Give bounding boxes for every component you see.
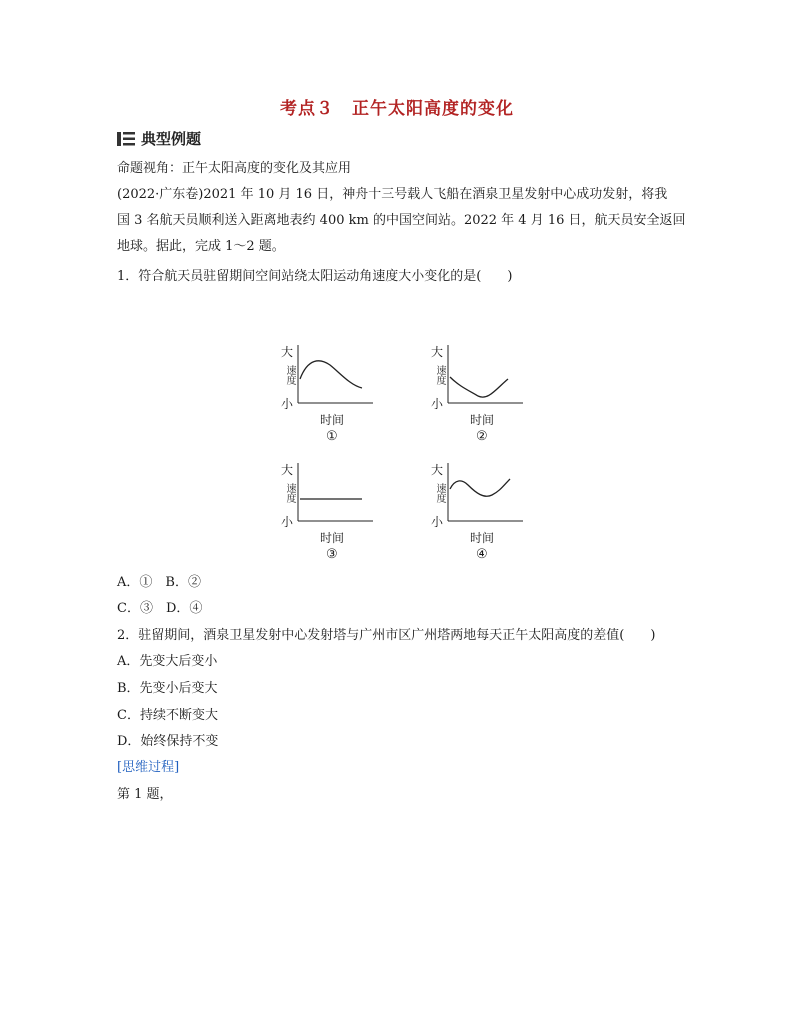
question-1-options-cd: C．③ D．④	[117, 601, 203, 616]
graph-3-y-label: 速度	[284, 483, 295, 503]
graph-2-y-top: 大	[431, 345, 444, 359]
graph-4-axes	[428, 461, 538, 561]
graph-3-y-bottom: 小	[281, 515, 294, 529]
passage-line-1: (2022·广东卷)2021 年 10 月 16 日，神舟十三号载人飞船在酒泉卫星发射中心成功发射，将我	[117, 187, 668, 202]
question-1-options-ab: A．① B．②	[117, 575, 201, 590]
graph-3	[278, 461, 388, 561]
section-label: 典型例题	[141, 130, 202, 148]
question-1-stem: 1．符合航天员驻留期间空间站绕太阳运动角速度大小变化的是( )	[117, 269, 513, 284]
graph-4-y-label: 速度	[434, 483, 445, 503]
graph-1-y-top: 大	[281, 345, 294, 359]
graph-4-y-top: 大	[431, 463, 444, 477]
graph-4-id: ④	[476, 547, 488, 562]
question-2-option-d: D．始终保持不变	[117, 734, 219, 749]
graph-2-x-label: 时间	[470, 413, 495, 427]
graph-2-axes	[428, 343, 538, 443]
thinking-process-label: [思维过程]	[117, 760, 180, 775]
graph-1-y-bottom: 小	[281, 397, 294, 411]
graph-1-axes	[278, 343, 388, 443]
graph-2-y-bottom: 小	[431, 397, 444, 411]
graph-4	[428, 461, 538, 561]
graph-1	[278, 343, 388, 443]
graph-4-y-bottom: 小	[431, 515, 444, 529]
graph-3-y-top: 大	[281, 463, 294, 477]
graph-2-y-label: 速度	[434, 365, 445, 385]
section-heading	[117, 128, 201, 149]
passage-line-3: 地球。据此，完成 1～2 题。	[117, 239, 285, 254]
graph-2	[428, 343, 538, 443]
graph-1-x-label: 时间	[320, 413, 345, 427]
page-title: 考点３ 正午太阳高度的变化	[280, 99, 514, 119]
graph-3-id: ③	[326, 547, 338, 562]
question-1-explanation-label: 第 1 题，	[117, 787, 173, 802]
graph-4-x-label: 时间	[470, 531, 495, 545]
graph-1-curve	[300, 361, 362, 388]
question-2-option-a: A．先变大后变小	[117, 654, 218, 669]
graph-4-curve	[450, 479, 510, 496]
graph-1-y-label: 速度	[284, 365, 295, 385]
graph-3-axes	[278, 461, 388, 561]
graph-2-id: ②	[476, 429, 488, 444]
question-2-option-b: B．先变小后变大	[117, 681, 218, 696]
graph-3-x-label: 时间	[320, 531, 345, 545]
graph-1-id: ①	[326, 429, 338, 444]
passage-line-2: 国 3 名航天员顺利送入距离地表约 400 km 的中国空间站。2022 年 4 月 16 日，航天员安全返回	[117, 213, 686, 228]
perspective-line: 命题视角：正午太阳高度的变化及其应用	[117, 161, 352, 176]
list-icon	[117, 131, 135, 147]
graph-2-curve	[450, 377, 508, 397]
question-2-option-c: C．持续不断变大	[117, 708, 218, 723]
question-2-stem: 2．驻留期间，酒泉卫星发射中心发射塔与广州市区广州塔两地每天正午太阳高度的差值( )	[117, 628, 656, 643]
